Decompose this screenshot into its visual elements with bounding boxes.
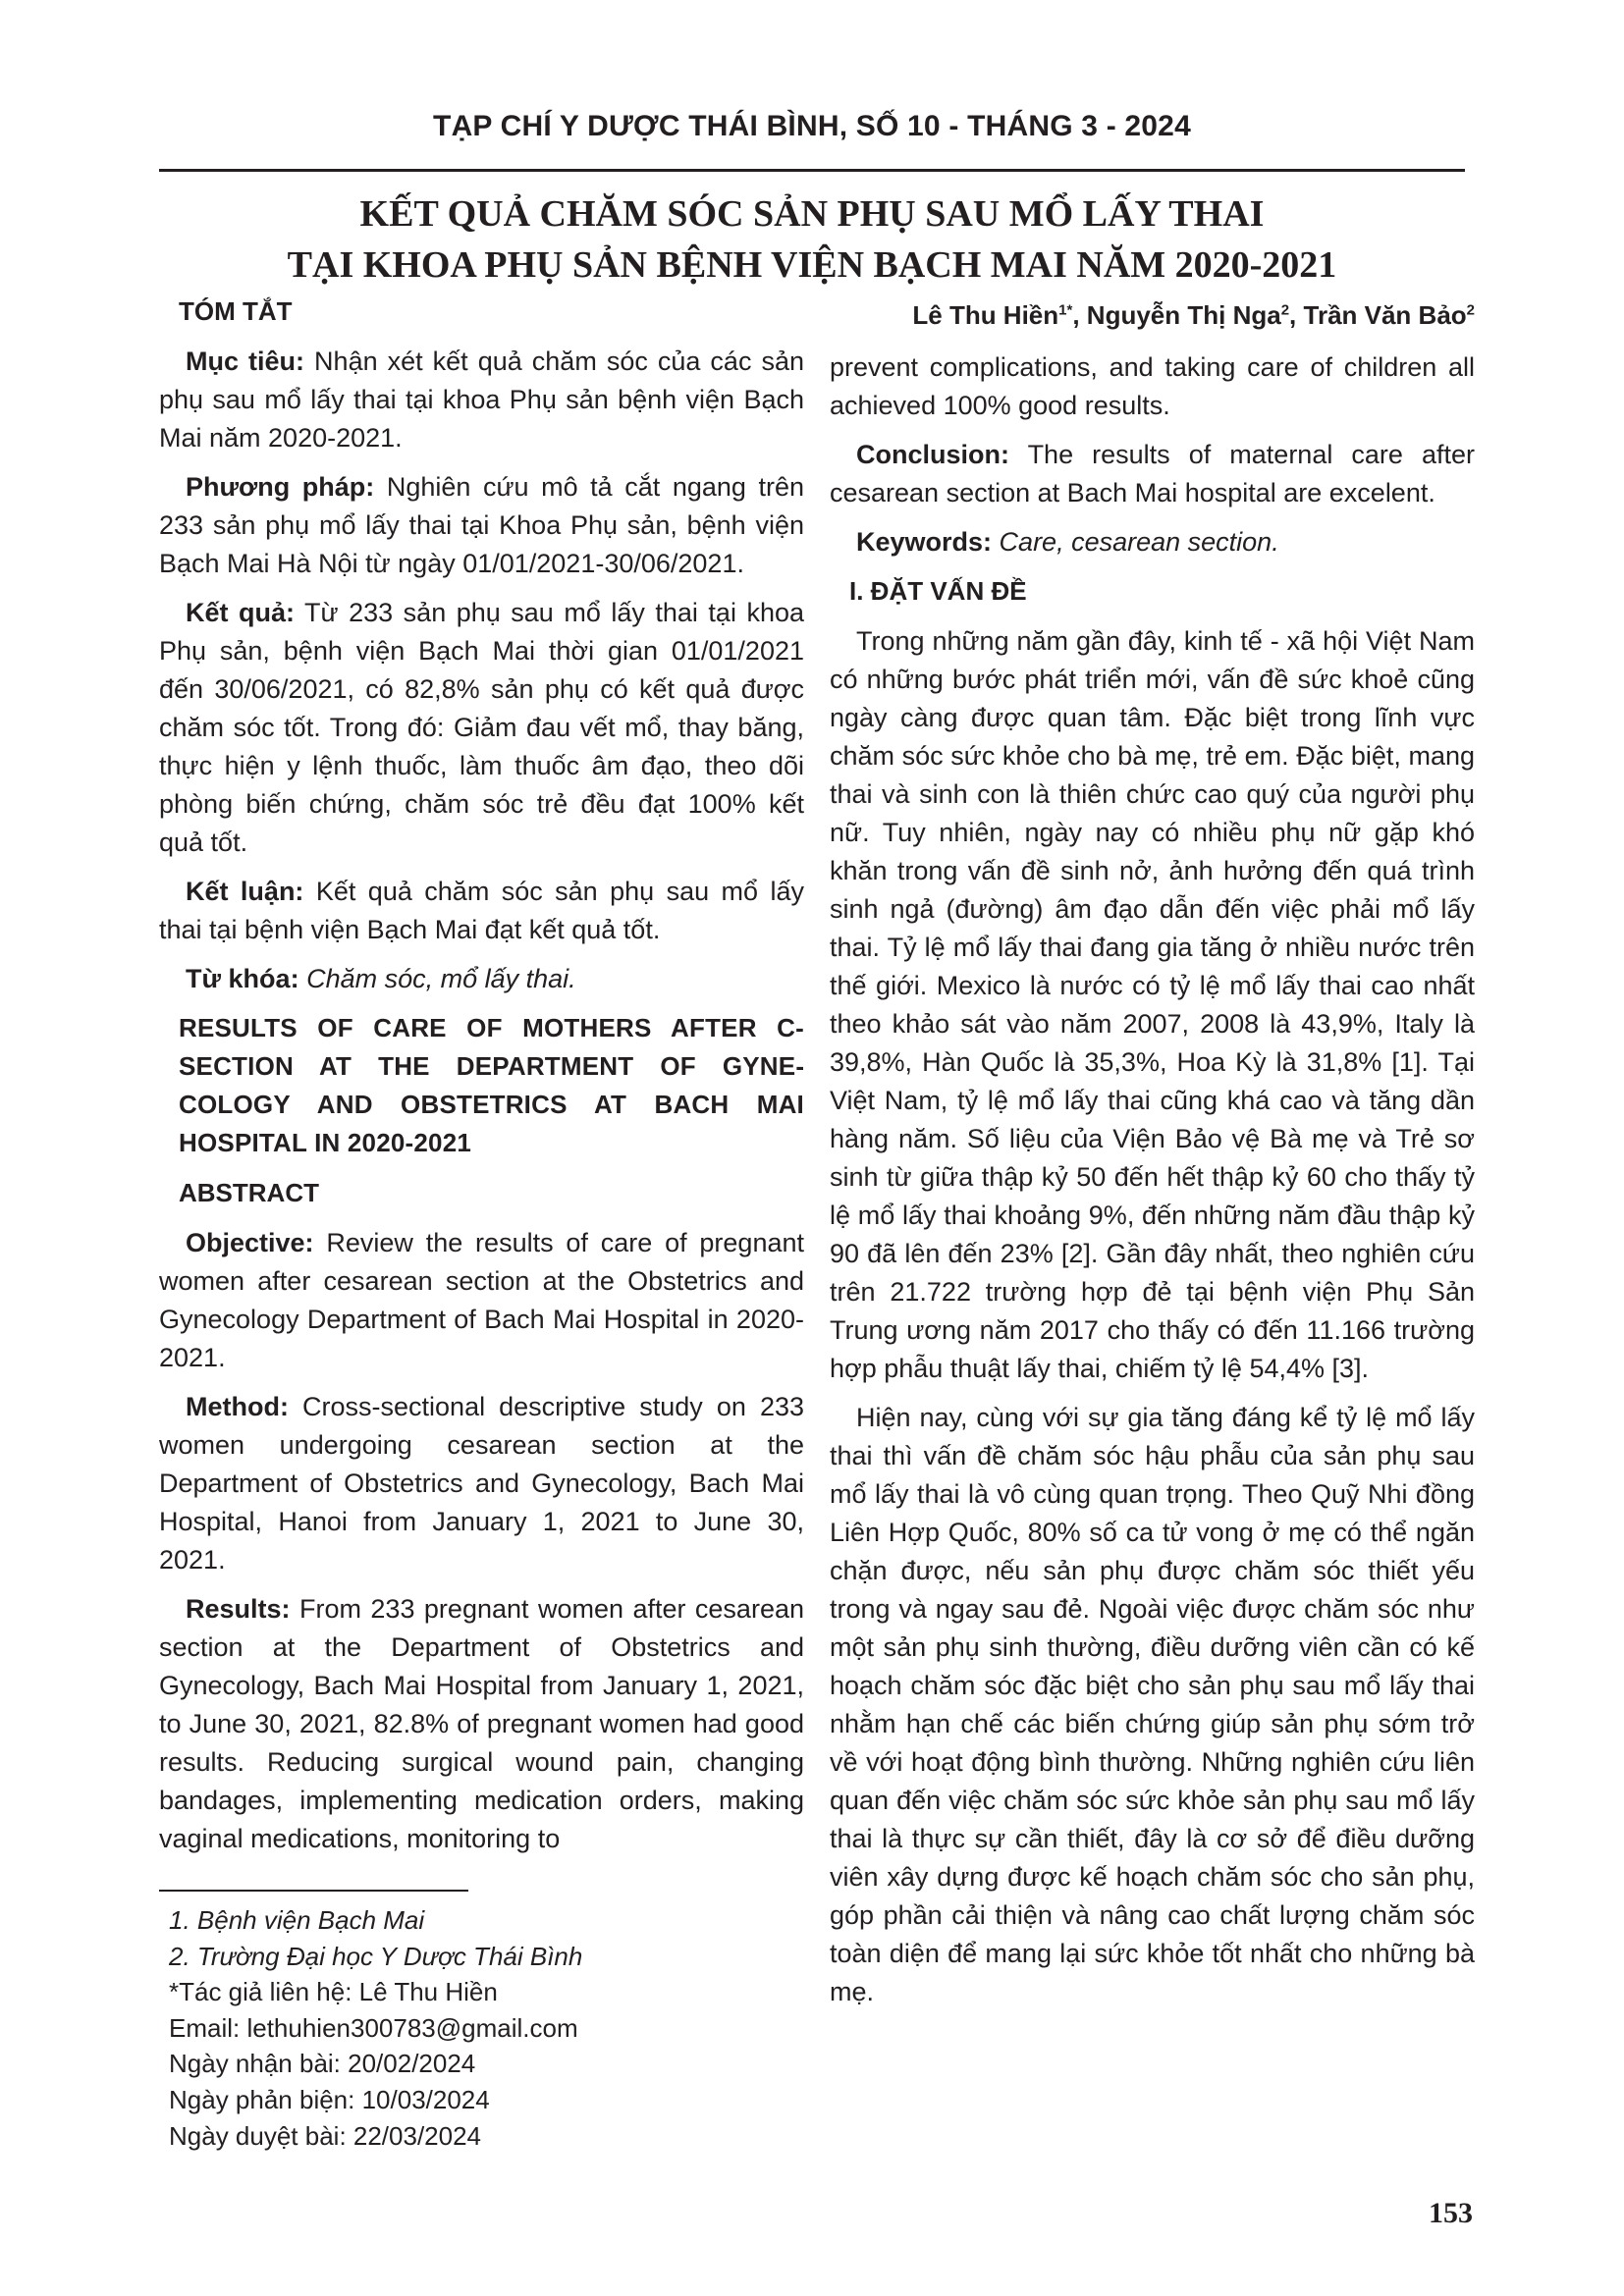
author-affiliation-mark: 2 [1280,301,1290,319]
vi-keywords-label: Từ khóa: [186,964,299,993]
vi-keywords-paragraph [159,960,804,998]
english-title: RESULTS OF CARE OF MOTHERS AFTER C-SECTION AT THE DEPARTMENT OF GYNECOLOGY AND OBSTETRICS AT BACH MAI HOSPITAL IN 2020-2021 [179,1013,804,1157]
vi-objective-text: Nhận xét kết quả chăm sóc của các sản phụ sau mổ lấy thai tại khoa Phụ sản bệnh viện Bạch Mai năm 2020-2021. [159,347,805,453]
date-received: Ngày nhận bài: 20/02/2024 [169,2049,476,2079]
article-title [0,188,1624,291]
vi-conclusion-label: Kết luận: [186,877,304,906]
vi-method-text: Nghiên cứu mô tả cắt ngang trên 233 sản phụ mổ lấy thai tại Khoa Phụ sản, bệnh viện Bạch Mai Hà Nội từ ngày 01/01/2021-30/06/2021. [159,472,804,578]
en-conclusion-label: Conclusion: [856,440,1009,469]
vi-objective-label: Mục tiêu: [186,347,305,376]
vi-results-label: Kết quả: [186,598,296,627]
date-accepted: Ngày duyệt bài: 22/03/2024 [169,2120,482,2151]
author-name: Nguyễn Thị Nga [1086,300,1281,330]
en-results-text: From 233 pregnant women after cesarean section at the Department of Obstetrics and Gynecology, Bach Mai Hospital from January 1, 2021, to June 30, 2021, 82.8% of pregnant women had good results. Reducing surgical wound pain, changing bandages, implementing medication orders, making vaginal medications, monitoring to [159,1594,804,1853]
en-method-paragraph [159,1388,804,1579]
vi-results-paragraph [159,594,804,862]
en-method-label: Method: [186,1392,289,1421]
vi-objective-paragraph [159,343,804,457]
article-title-line-2: TẠI KHOA PHỤ SẢN BỆNH VIỆN BẠCH MAI NĂM 2020-2021 [287,244,1337,286]
vi-conclusion-text: Kết quả chăm sóc sản phụ sau mổ lấy thai tại bệnh viện Bạch Mai đạt kết quả tốt. [159,877,804,944]
author-separator: , [1072,300,1087,330]
vi-keywords-text: Chăm sóc, mổ lấy thai. [298,964,576,993]
footnotes [169,1902,797,2154]
right-column [830,348,1475,2022]
author-list [830,300,1475,331]
author-separator: , [1289,300,1304,330]
affiliation-2: 2. Trường Đại học Y Dược Thái Bình [169,1941,583,1971]
en-conclusion-text: The results of maternal care after cesarean section at Bach Mai hospital are excelent. [830,440,1475,507]
vi-results-text: Từ 233 sản phụ sau mổ lấy thai tại khoa Phụ sản, bệnh viện Bạch Mai thời gian 01/01/2021 đến 30/06/2021, có 82,8% sản phụ có kết quả được chăm sóc tốt. Trong đó: Giảm đau vết mổ, thay băng, thực hiện y lệnh thuốc, làm thuốc âm đạo, theo dõi phòng biến chứng, chăm sóc trẻ đều đạt 100% kết quả tốt. [159,598,805,857]
en-abstract-heading: ABSTRACT [179,1178,319,1207]
en-objective-paragraph [159,1224,804,1377]
author-name: Lê Thu Hiền [912,300,1059,330]
en-objective-text: Review the results of care of pregnant women after cesarean section at the Obstetrics and Gynecology Department of Bach Mai Hospital in 2020-2021. [159,1228,804,1372]
en-method-text: Cross-sectional descriptive study on 233 women undergoing cesarean section at the Department of Obstetrics and Gynecology, Bach Mai Hospital, Hanoi from January 1, 2021 to June 30, 2021. [159,1392,804,1575]
author-affiliation-mark: 1* [1058,301,1073,319]
intro-paragraph-1: Trong những năm gần đây, kinh tế - xã hội Việt Nam có những bước phát triển mới, vấn đề sức khoẻ cũng ngày càng được quan tâm. Đặc biệt trong lĩnh vực chăm sóc sức khỏe cho bà mẹ, trẻ em. Đặc biệt, mang thai và sinh con là thiên chức cao quý của người phụ nữ. Tuy nhiên, ngày nay có nhiều phụ nữ gặp khó khăn trong vấn đề sinh nở, ảnh hưởng đến quá trình sinh ngả (đường) âm đạo dẫn đến việc phải mổ lấy thai. Tỷ lệ mổ lấy thai đang gia tăng ở nhiều nước trên thế giới. Mexico là nước có tỷ lệ mổ lấy thai cao nhất theo khảo sát vào năm 2007, 2008 là 43,9%, Italy là 39,8%, Hàn Quốc là 35,3%, Hoa Kỳ là 31,8% [1]. Tại Việt Nam, tỷ lệ mổ lấy thai cũng khá cao và tăng dần hàng năm. Số liệu của Viện Bảo vệ Bà mẹ và Trẻ sơ sinh từ giữa thập kỷ 50 đến hết thập kỷ 60 cho thấy tỷ lệ mổ lấy thai khoảng 9%, đến những năm đầu thập kỷ 90 đã lên đến 23% [2]. Gần đây nhất, theo nghiên cứu trên 21.722 trường hợp đẻ tại bệnh viện Phụ Sản Trung ương năm 2017 cho thấy có đến 11.166 trường hợp phẫu thuật lấy thai, chiếm tỷ lệ 54,4% [3]. [830,626,1475,1383]
author-affiliation-mark: 2 [1466,301,1475,319]
en-results-label: Results: [186,1594,291,1624]
en-conclusion-paragraph [830,436,1475,512]
en-keywords-label: Keywords: [856,527,993,557]
left-column [159,293,804,1869]
footnote-rule [159,1890,468,1892]
affiliation-1: 1. Bệnh viện Bạch Mai [169,1905,425,1935]
contact-email: Email: lethuhien300783@gmail.com [169,2012,578,2043]
en-objective-label: Objective: [186,1228,314,1257]
header-rule [159,169,1465,172]
article-title-line-1: KẾT QUẢ CHĂM SÓC SẢN PHỤ SAU MỔ LẤY THAI [359,193,1265,235]
vi-method-paragraph [159,468,804,583]
en-results-paragraph [159,1590,804,1858]
date-reviewed: Ngày phản biện: 10/03/2024 [169,2084,490,2114]
section-heading-introduction: I. ĐẶT VẤN ĐỀ [849,576,1027,606]
corresponding-author: *Tác giả liên hệ: Lê Thu Hiền [169,1977,498,2007]
page-number: 153 [1429,2197,1473,2229]
en-results-continued: prevent complications, and taking care of children all achieved 100% good results. [830,352,1475,420]
author-name: Trần Văn Bảo [1303,300,1467,330]
journal-header: TẠP CHÍ Y DƯỢC THÁI BÌNH, SỐ 10 - THÁNG 3 - 2024 [433,110,1191,142]
en-keywords-text: Care, cesarean section. [992,527,1279,557]
vi-abstract-heading: TÓM TẮT [179,296,293,326]
en-keywords-paragraph [830,523,1475,561]
intro-paragraph-2: Hiện nay, cùng với sự gia tăng đáng kể tỷ lệ mổ lấy thai thì vấn đề chăm sóc hậu phẫu của sản phụ sau mổ lấy thai là vô cùng quan trọng. Theo Quỹ Nhi đồng Liên Hợp Quốc, 80% số ca tử vong ở mẹ có thể ngăn chặn được, nếu sản phụ được chăm sóc thiết yếu trong và ngay sau đẻ. Ngoài việc được chăm sóc như một sản phụ sinh thường, điều dưỡng viên cần có kế hoạch chăm sóc đặc biệt cho sản phụ sau mổ lấy thai nhằm hạn chế các biến chứng giúp sản phụ sớm trở về với hoạt động bình thường. Những nghiên cứu liên quan đến việc chăm sóc sức khỏe sản phụ sau mổ lấy thai là thực sự cần thiết, đây là cơ sở để điều dưỡng viên xây dựng được kế hoạch chăm sóc cho sản phụ, góp phần cải thiện và nâng cao chất lượng chăm sóc toàn diện để mang lại sức khỏe tốt nhất cho những bà mẹ. [830,1403,1475,2006]
vi-conclusion-paragraph [159,873,804,949]
vi-method-label: Phương pháp: [186,472,375,502]
